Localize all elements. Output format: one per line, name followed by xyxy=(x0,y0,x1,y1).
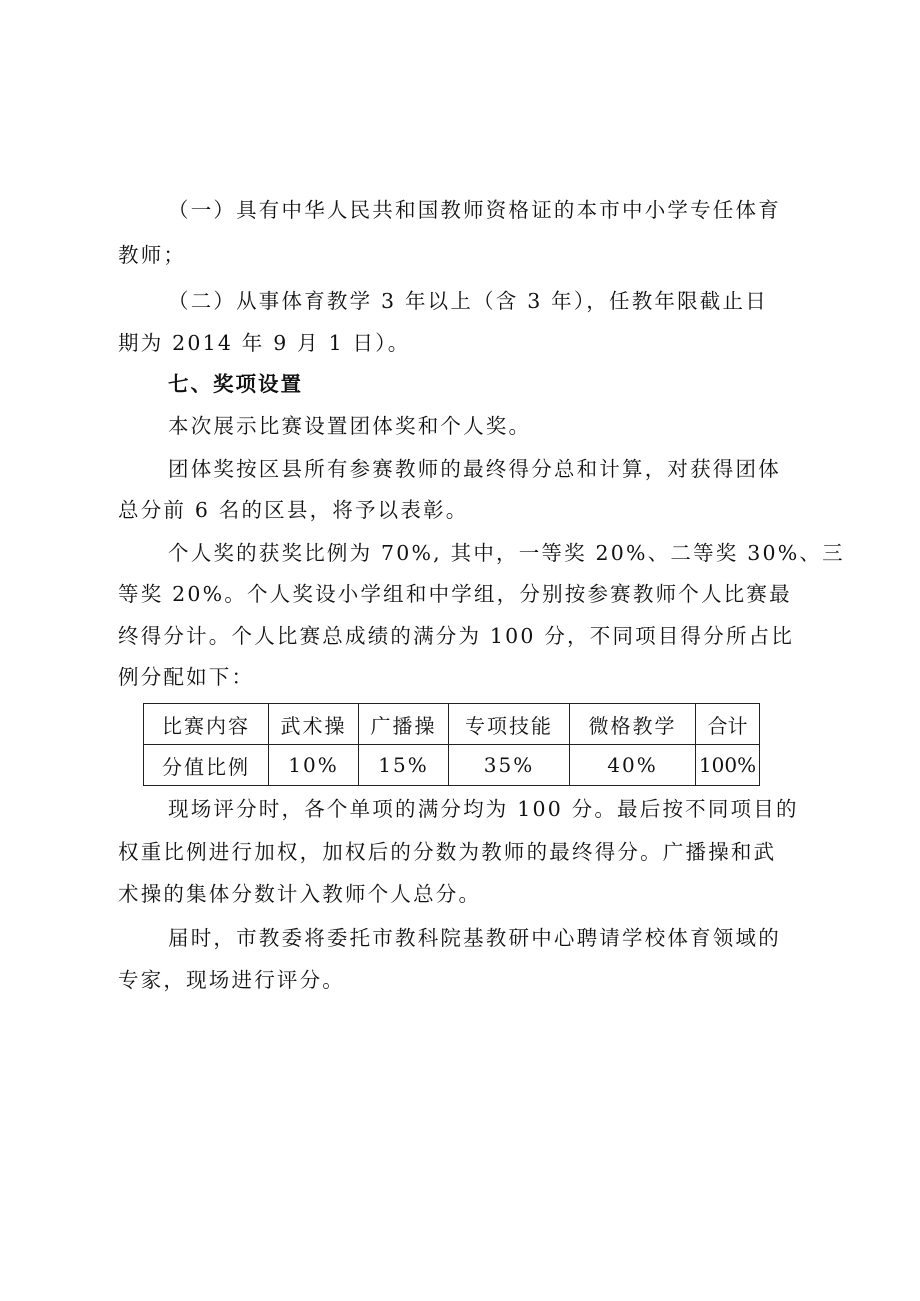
table-cell: 专项技能 xyxy=(449,704,570,745)
table-cell: 武术操 xyxy=(269,704,359,745)
qualification-item-1-line-2: 教师； xyxy=(118,243,187,267)
awards-paragraph-3-line-4: 例分配如下： xyxy=(118,665,255,689)
table-cell: 10% xyxy=(269,745,359,786)
table-cell: 微格教学 xyxy=(570,704,696,745)
score-ratio-table xyxy=(143,703,760,786)
table-cell: 合计 xyxy=(696,704,760,745)
scoring-paragraph-1-line-3: 术操的集体分数计入教师个人总分。 xyxy=(118,882,482,906)
scoring-paragraph-2-line-1: 届时，市教委将委托市教科院基教研中心聘请学校体育领域的 xyxy=(168,926,781,950)
qualification-item-2-line-1: （二）从事体育教学 3 年以上（含 3 年），任教年限截止日 xyxy=(168,289,768,313)
awards-paragraph-1: 本次展示比赛设置团体奖和个人奖。 xyxy=(168,414,532,438)
table-row xyxy=(144,745,760,786)
awards-paragraph-3-line-1: 个人奖的获奖比例为 70%, 其中，一等奖 20%、二等奖 30%、三 xyxy=(168,541,845,565)
qualification-item-1-line-1: （一）具有中华人民共和国教师资格证的本市中小学专任体育 xyxy=(168,198,781,222)
table-cell: 40% xyxy=(570,745,696,786)
qualification-item-2-line-2: 期为 2014 年 9 月 1 日）。 xyxy=(118,331,411,355)
table-cell: 100% xyxy=(696,745,760,786)
awards-paragraph-2-line-1: 团体奖按区县所有参赛教师的最终得分总和计算，对获得团体 xyxy=(168,457,781,481)
awards-paragraph-3-line-3: 终得分计。个人比赛总成绩的满分为 100 分，不同项目得分所占比 xyxy=(118,624,795,648)
table-cell: 广播操 xyxy=(359,704,449,745)
table-cell: 比赛内容 xyxy=(144,704,269,745)
table-cell: 分值比例 xyxy=(144,745,269,786)
section-heading-awards: 七、奖项设置 xyxy=(168,372,303,396)
awards-paragraph-3-line-2: 等奖 20%。个人奖设小学组和中学组，分别按参赛教师个人比赛最 xyxy=(118,582,792,606)
scoring-paragraph-1-line-1: 现场评分时，各个单项的满分均为 100 分。最后按不同项目的 xyxy=(168,797,799,821)
table-cell: 15% xyxy=(359,745,449,786)
scoring-paragraph-2-line-2: 专家，现场进行评分。 xyxy=(118,968,345,992)
table-header-row xyxy=(144,704,760,745)
table-cell: 35% xyxy=(449,745,570,786)
scoring-paragraph-1-line-2: 权重比例进行加权，加权后的分数为教师的最终得分。广播操和武 xyxy=(118,840,777,864)
awards-paragraph-2-line-2: 总分前 6 名的区县，将予以表彰。 xyxy=(118,498,469,522)
